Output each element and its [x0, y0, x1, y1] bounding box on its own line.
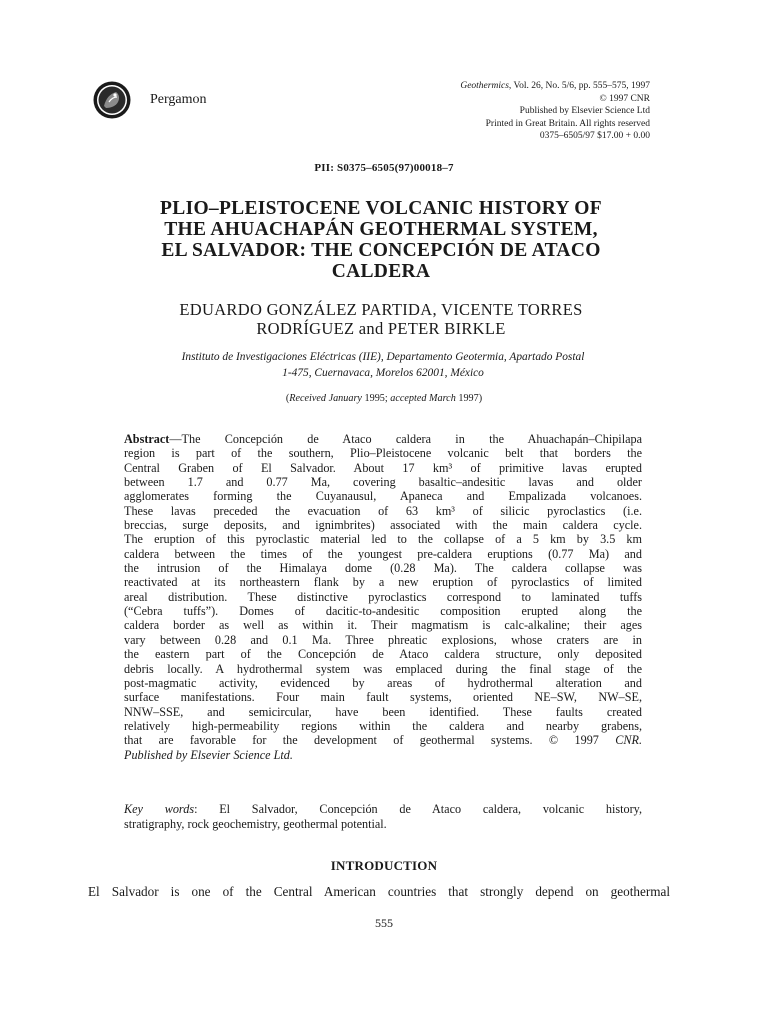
abstract-line: caldera border as well as within it. Their magmatism is calc-alkaline; their ages: [124, 618, 642, 633]
abstract-line: surface manifestations. Four main fault systems, oriented NE–SW, NW–SE,: [124, 690, 642, 705]
abstract-line: These lavas preceded the evacuation of 63 km³ of silicic pyroclastics (i.e.: [124, 503, 642, 518]
section-heading-introduction: INTRODUCTION: [330, 858, 438, 873]
journal-published-by: Published by Elsevier Science Ltd: [519, 106, 650, 117]
received-open-paren: (: [285, 393, 290, 404]
author-affiliation: [118, 350, 648, 381]
abstract-closing: Published by Elsevier Science Ltd.: [124, 747, 293, 762]
title-line: EL SALVADOR: THE CONCEPCIÓN DE ATACO: [161, 240, 601, 261]
abstract-line: the eastern part of the Concepción de Ataco caldera structure, only deposited: [124, 647, 642, 662]
article-title: [108, 198, 654, 282]
article-authors: [108, 300, 654, 338]
title-line: THE AHUACHAPÁN GEOTHERMAL SYSTEM,: [164, 219, 598, 240]
keywords: [124, 802, 642, 831]
abstract-line: relatively high-permeability regions within the caldera and nearby grabens,: [124, 718, 642, 733]
journal-printed-in: Printed in Great Britain. All rights reserved: [485, 118, 650, 129]
abstract-line: region is part of the southern, Plio–Pleistocene volcanic belt that borders the: [124, 446, 642, 461]
abstract-line: the intrusion of the Himalaya dome (0.28 Ma). The caldera collapse was: [124, 561, 642, 576]
accepted-year: 1997): [455, 393, 483, 404]
abstract: [124, 432, 642, 762]
abstract-line: NNW–SSE, and semicircular, have been identified. These faults created: [124, 704, 642, 719]
received-year: 1995;: [361, 393, 391, 404]
abstract-line: (“Cebra tuffs”). Domes of dacitic-to-andesitic composition erupted along the: [124, 604, 642, 619]
abstract-line: areal distribution. These distinctive pyroclastics correspond to laminated tuffs: [124, 589, 642, 604]
journal-citation: [350, 80, 650, 93]
abstract-line: post-magmatic activity, evidenced by areas of hydrothermal alteration and: [124, 675, 642, 690]
journal-copyright: © 1997 CNR: [599, 93, 650, 104]
journal-volume-pages: , Vol. 26, No. 5/6, pp. 555–575, 1997: [508, 81, 650, 91]
abstract-line: vary between 0.28 and 0.1 Ma. Three phreatic explosions, whose craters are in: [124, 632, 642, 647]
keywords-line: stratigraphy, rock geochemistry, geothermal potential.: [124, 816, 387, 831]
title-line: CALDERA: [331, 261, 431, 282]
abstract-line: [124, 733, 642, 747]
accepted-label: accepted March: [390, 393, 456, 404]
abstract-line: Central Graben of El Salvador. About 17 km³ of primitive lavas erupted: [124, 460, 642, 475]
affiliation-line: Instituto de Investigaciones Eléctricas (IIE), Departamento Geotermia, Apartado Postal: [181, 351, 585, 363]
abstract-line: debris locally. A hydrothermal system was emplaced during the final stage of the: [124, 661, 642, 676]
publisher-name: Pergamon: [150, 92, 207, 107]
elsevier-pergamon-logo-icon: [92, 80, 132, 120]
keywords-line: [124, 802, 642, 817]
abstract-line: reactivated at its northeastern flank by a new eruption of pyroclastics of limited: [124, 575, 642, 590]
affiliation-line: 1-475, Cuernavaca, Morelos 62001, México: [282, 366, 484, 379]
title-line: PLIO–PLEISTOCENE VOLCANIC HISTORY OF: [160, 198, 602, 219]
abstract-line: caldera between the times of the youngest pre-caldera eruptions (0.77 Ma) and: [124, 546, 642, 561]
keywords-text: : El Salvador, Concepción de Ataco caldera, volcanic history,: [194, 802, 642, 816]
journal-citation-block: [350, 80, 650, 143]
author-line: EDUARDO GONZÁLEZ PARTIDA, VICENTE TORRES: [179, 300, 583, 319]
page-number: 555: [375, 916, 393, 930]
abstract-line: [124, 432, 642, 446]
abstract-line: The eruption of this pyroclastic material led to the collapse of a 5 km by 3.5 km: [124, 532, 642, 547]
journal-name: Geothermics: [460, 81, 509, 91]
abstract-cnr: CNR.: [615, 733, 642, 748]
abstract-line: between 1.7 and 0.77 Ma, covering basaltic–andesitic lavas and older: [124, 475, 642, 490]
pii-identifier: PII: S0375–6505(97)00018–7: [314, 162, 454, 174]
body-text-line: El Salvador is one of the Central American countries that strongly depend on geothermal: [88, 884, 670, 899]
abstract-text: —The Concepción de Ataco caldera in the Ahuachapán–Chipilapa: [169, 432, 642, 446]
abstract-text: that are favorable for the development of geothermal systems. © 1997: [124, 733, 616, 748]
abstract-line: breccias, surge deposits, and ignimbrites) associated with the main caldera cycle.: [124, 518, 642, 533]
author-line: RODRÍGUEZ and PETER BIRKLE: [256, 319, 506, 338]
abstract-label: Abstract: [124, 432, 170, 446]
received-label: Received January: [289, 393, 362, 404]
keywords-label: Key words: [124, 802, 195, 816]
abstract-line: agglomerates forming the Cuyanausul, Apaneca and Empalizada volcanoes.: [124, 489, 642, 504]
journal-issn: 0375–6505/97 $17.00 + 0.00: [539, 131, 650, 142]
received-accepted-dates: [0, 393, 768, 404]
